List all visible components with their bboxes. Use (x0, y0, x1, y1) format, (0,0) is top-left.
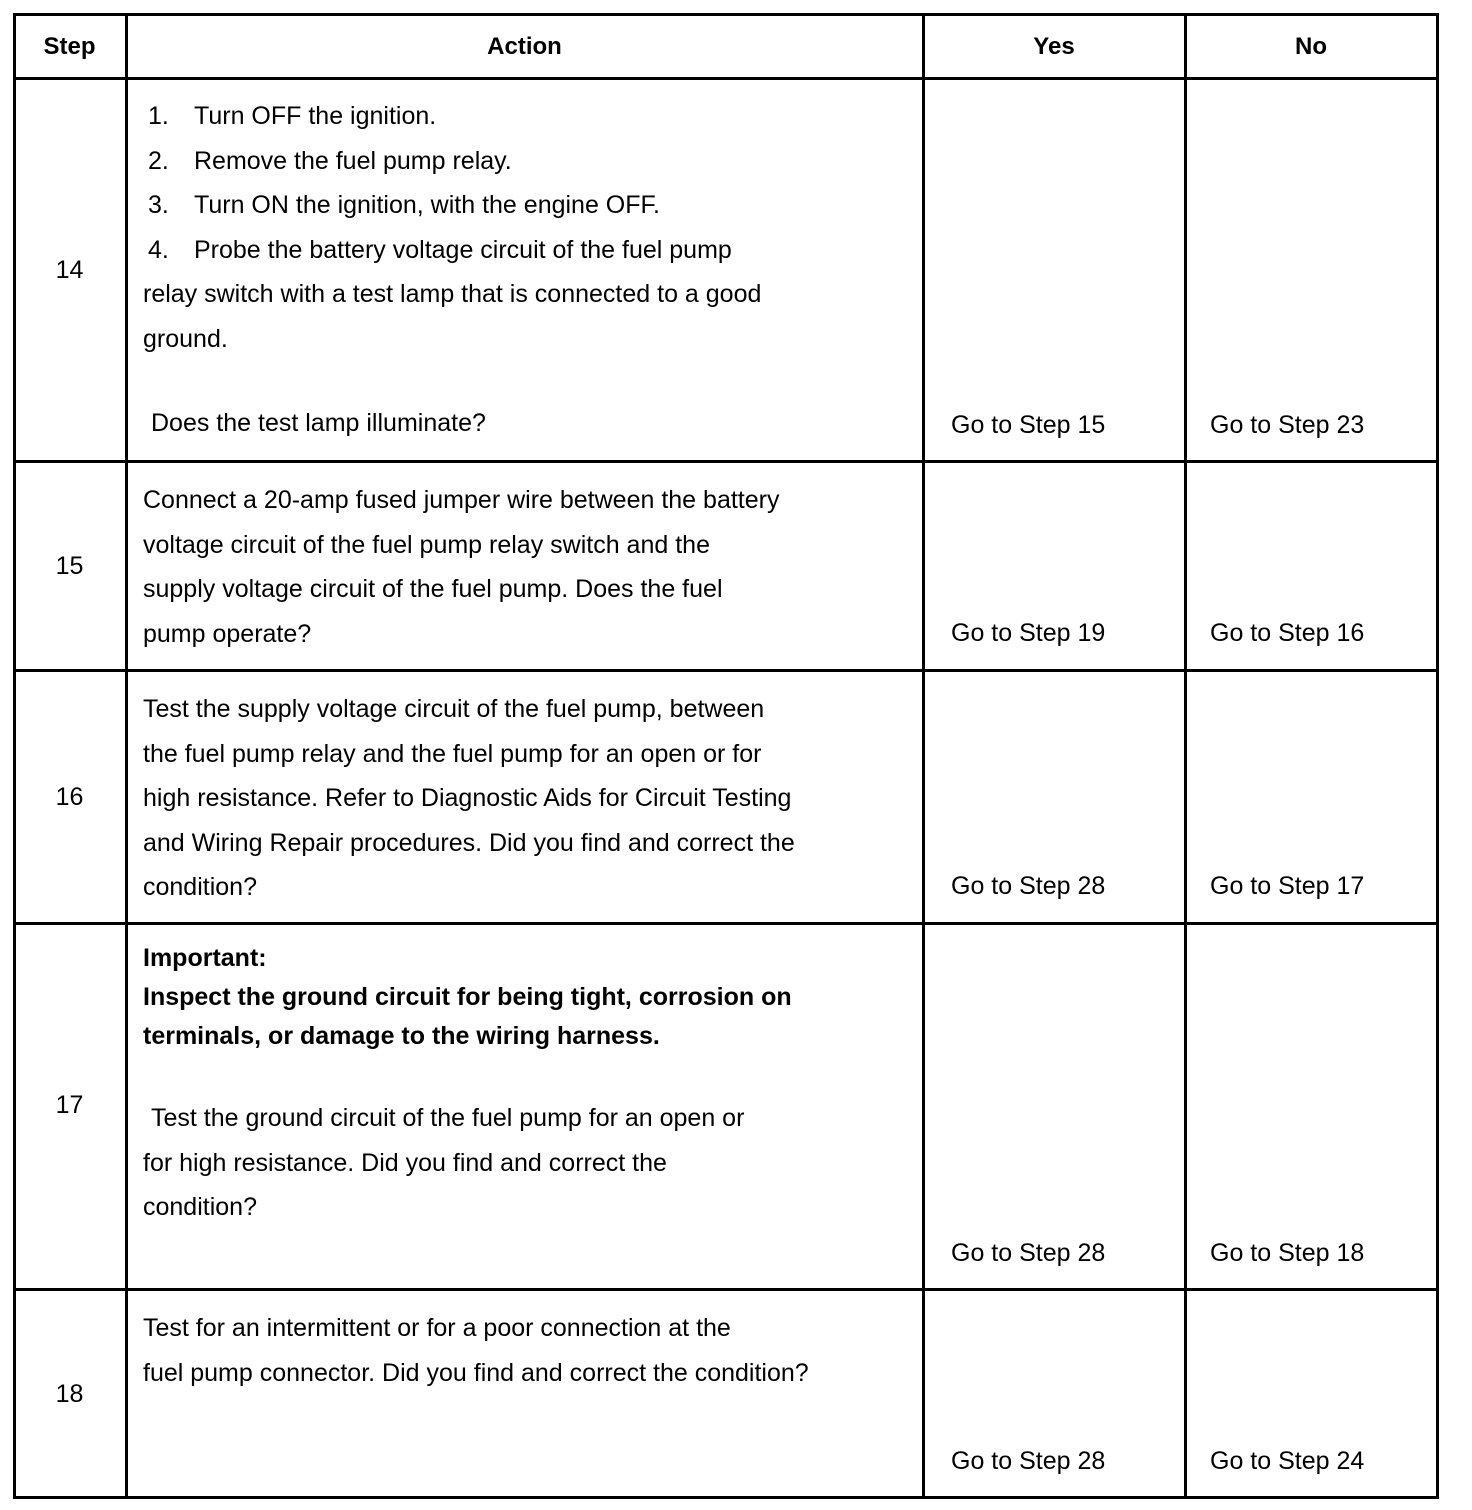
action-text: ground. (143, 324, 228, 353)
no-result: Go to Step 16 (1210, 619, 1365, 647)
grid-line (13, 13, 16, 1499)
grid-line (13, 460, 1439, 463)
action-question: Does the test lamp illuminate? (151, 409, 486, 437)
grid-line (922, 13, 925, 1499)
action-cell (143, 687, 795, 910)
action-text: for high resistance. Did you find and correct the (143, 1148, 667, 1177)
list-item: 3. Turn ON the ignition, with the engine OFF. (148, 191, 660, 219)
yes-result: Go to Step 28 (951, 1447, 1106, 1475)
list-item: 1. Turn OFF the ignition. (148, 102, 437, 130)
yes-result: Go to Step 15 (951, 411, 1106, 439)
list-item: 4. Probe the battery voltage circuit of the fuel pump (148, 235, 732, 264)
step-number: 14 (55, 256, 84, 284)
grid-line (13, 1496, 1439, 1499)
step-number: 16 (55, 783, 84, 811)
grid-line (1436, 13, 1439, 1499)
action-cell (143, 1306, 809, 1395)
important-label: Important: (143, 944, 267, 972)
step-number: 18 (55, 1380, 84, 1408)
action-text: Test for an intermittent or for a poor connection at the (143, 1314, 731, 1342)
yes-result: Go to Step 19 (951, 619, 1106, 647)
no-result: Go to Step 18 (1210, 1239, 1365, 1267)
grid-line (13, 922, 1439, 925)
action-text: relay switch with a test lamp that is connected to a good (143, 280, 762, 308)
action-text: supply voltage circuit of the fuel pump. Does the fuel (143, 575, 723, 603)
action-text: the fuel pump relay and the fuel pump for an open or for (143, 739, 762, 768)
step-number: 15 (55, 552, 84, 580)
action-text: high resistance. Refer to Diagnostic Aids for Circuit Testing (143, 784, 792, 812)
step-number: 17 (55, 1091, 84, 1119)
header-yes: Yes (1033, 33, 1075, 60)
action-text: Connect a 20-amp fused jumper wire between the battery (143, 486, 780, 514)
grid-line (13, 1288, 1439, 1291)
action-cell (143, 478, 779, 656)
list-item: 2. Remove the fuel pump relay. (148, 146, 512, 175)
action-cell (143, 94, 761, 446)
no-result: Go to Step 24 (1210, 1447, 1365, 1475)
action-text: pump operate? (143, 619, 312, 648)
action-text: fuel pump connector. Did you find and correct the condition? (143, 1358, 809, 1387)
header-action: Action (487, 33, 562, 60)
action-text: and Wiring Repair procedures. Did you find and correct the (143, 828, 795, 857)
important-text: Inspect the ground circuit for being tight, corrosion on (143, 983, 792, 1011)
header-step: Step (43, 33, 96, 60)
action-text: condition? (143, 873, 257, 901)
no-result: Go to Step 17 (1210, 872, 1365, 900)
action-text: condition? (143, 1193, 257, 1221)
action-text: voltage circuit of the fuel pump relay switch and the (143, 530, 710, 559)
important-text: terminals, or damage to the wiring harness. (143, 1022, 660, 1050)
action-cell (143, 939, 792, 1230)
action-text: Test the ground circuit of the fuel pump for an open or (151, 1104, 745, 1132)
grid-line (13, 669, 1439, 672)
no-result: Go to Step 23 (1210, 411, 1365, 439)
action-text: Test the supply voltage circuit of the fuel pump, between (143, 695, 765, 723)
yes-result: Go to Step 28 (951, 1239, 1106, 1267)
grid-line (1184, 13, 1187, 1499)
yes-result: Go to Step 28 (951, 872, 1106, 900)
header-no: No (1295, 33, 1327, 60)
diagnostic-table (13, 13, 1439, 1499)
grid-line (125, 13, 128, 1499)
